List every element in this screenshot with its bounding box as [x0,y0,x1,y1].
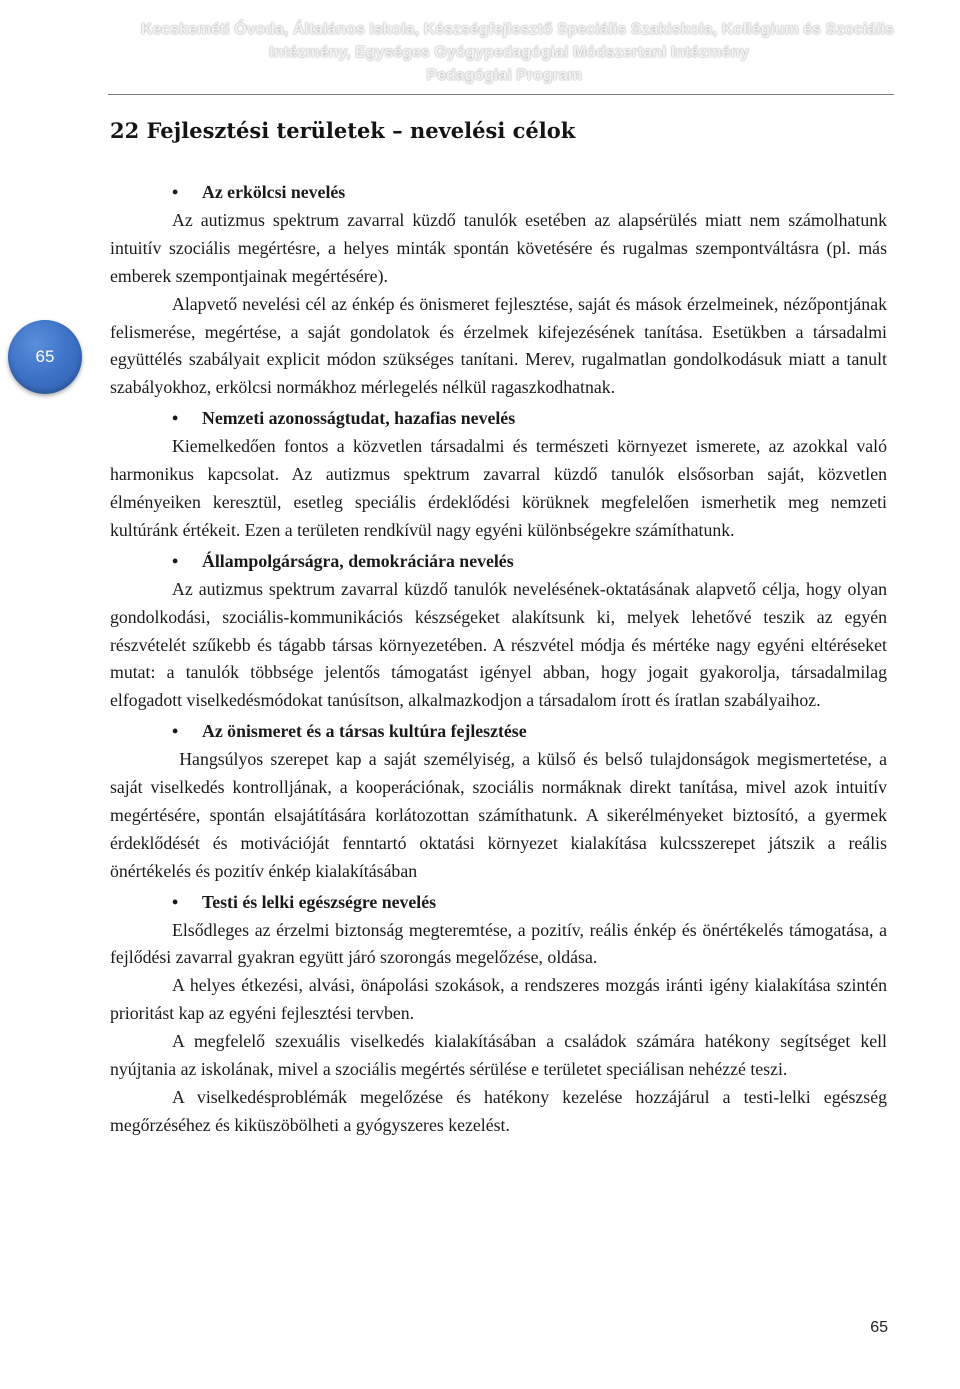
running-header [108,18,894,95]
chapter-title: 22 Fejlesztési területek – nevelési célok [110,118,576,143]
section-heading-text: Nemzeti azonosságtudat, hazafias nevelés [202,408,516,429]
page-number-badge: 65 [8,320,82,394]
paragraph: Kiemelkedően fontos a közvetlen társadalmi és természeti környezet ismerete, az azokkal való harmonikus kapcsolat. Az autizmus spektrum zavarral küzdő tanulók elsősorban saját, közvetlen élményeiken keresztül, esetleg speciális érdeklődési körüknek megfelelően ismerhetik meg nemzeti kultúránk értékeit. Ezen a területen rendkívül nagy egyéni különbségekre számíthatunk. [110,436,887,540]
page-body [110,179,892,1140]
section-heading-text: Az erkölcsi nevelés [202,182,346,202]
bullet-icon: • [172,550,179,571]
section-heading [110,548,887,576]
bullet-icon: • [172,182,179,202]
section-heading [110,889,887,917]
paragraph: Az autizmus spektrum zavarral küzdő tanulók nevelésének-oktatásának alapvető célja, hogy olyan gondolkodási, szociális-kommunikációs készségeket alakítsunk ki, melyek lehetővé teszik az egyén részvételét szűkebb és tágabb társas környezetében. A részvétel módja és mértéke nagy egyéni eltéréseket mutat: a tanulók többsége jelentős támogatást igényel abban, hogy jogait gyakorolja, társadalmilag elfogadott viselkedésmódokat tanúsítson, alkalmazkodjon a társadalom írott és íratlan szabályaihoz. [110,578,887,711]
header-line-1: Kecskeméti Óvoda, Általános Iskola, Készségfejlesztő Speciális Szakiskola, Kollégium és Szociális [140,21,894,38]
section-heading [110,179,887,207]
paragraph: Az autizmus spektrum zavarral küzdő tanulók esetében az alapsérülés miatt nem számolhatunk intuitív szociális megértésre, a helyes minták spontán követésére és rugalmas szempontváltásra (pl. más emberek szempontjainak megértésére). [110,209,887,286]
bullet-icon: • [172,408,179,429]
paragraph: Elsődleges az érzelmi biztonság megteremtése, a pozitív, reális énkép és önértékelés támogatása, a fejlődési zavarral gyakran együtt járó szorongás megelőzése, oldása. [110,919,887,968]
section-heading [110,405,887,433]
paragraph: Hangsúlyos szerepet kap a saját személyiség, a külső és belső tulajdonságok megismertetése, a saját viselkedés kontrolljának, a kooperációnak, szociális normáknak direkt tanítása, mivel azok intuitív megértésére, spontán elsajátítására korlátozottan számíthatunk. A sikerélményeket biztosító, a gyermek érdeklődését és motivációját fenntartó oktatási környezet kialakítása kulcsszerepet játszik a reális önértékelés és pozitív énkép kialakításában [110,749,892,881]
section-heading-text: Testi és lelki egészségre nevelés [202,891,437,912]
section-heading-text: Állampolgárságra, demokráciára nevelés [202,550,514,571]
bullet-icon: • [172,891,179,912]
paragraph: Alapvető nevelési cél az énkép és önismeret fejlesztése, saját és mások érzelmeinek, nézőpontjának felismerése, megértése, a saját gondolatok és érzelmek kifejezésének tanítása. Esetükben a társadalmi együttélés szabályait explicit módon szükséges tanítani. Merev, rugalmatlan gondolkodásuk miatt a tanult szabályokhoz, erkölcsi normákhoz mérlegelés nélkül ragaszkodhatnak. [110,293,887,398]
section-heading-text: Az önismeret és a társas kultúra fejlesztése [202,721,527,742]
paragraph: A megfelelő szexuális viselkedés kialakításában a családok számára hatékony segítséget kell nyújtania az iskolának, mivel a szociális megértés sérülése e területet speciálisan nehézzé teszi. [110,1031,887,1080]
paragraph: A viselkedésproblémák megelőzése és hatékony kezelése hozzájárul a testi-lelki egészség megőrzéséhez és kiküszöbölheti a gyógyszeres kezelést. [110,1087,887,1135]
header-line-2: Intézmény, Egységes Gyógypedagógiai Módszertani Intézmény [269,44,749,61]
section-heading [110,718,887,746]
bullet-icon: • [172,721,179,742]
header-line-3: Pedagógiai Program [426,67,582,84]
footer-page-number: 65 [870,1319,888,1336]
paragraph: A helyes étkezési, alvási, önápolási szokások, a rendszeres mozgás iránti igény kialakítása szintén prioritást kap az egyéni fejlesztési tervben. [110,975,887,1024]
